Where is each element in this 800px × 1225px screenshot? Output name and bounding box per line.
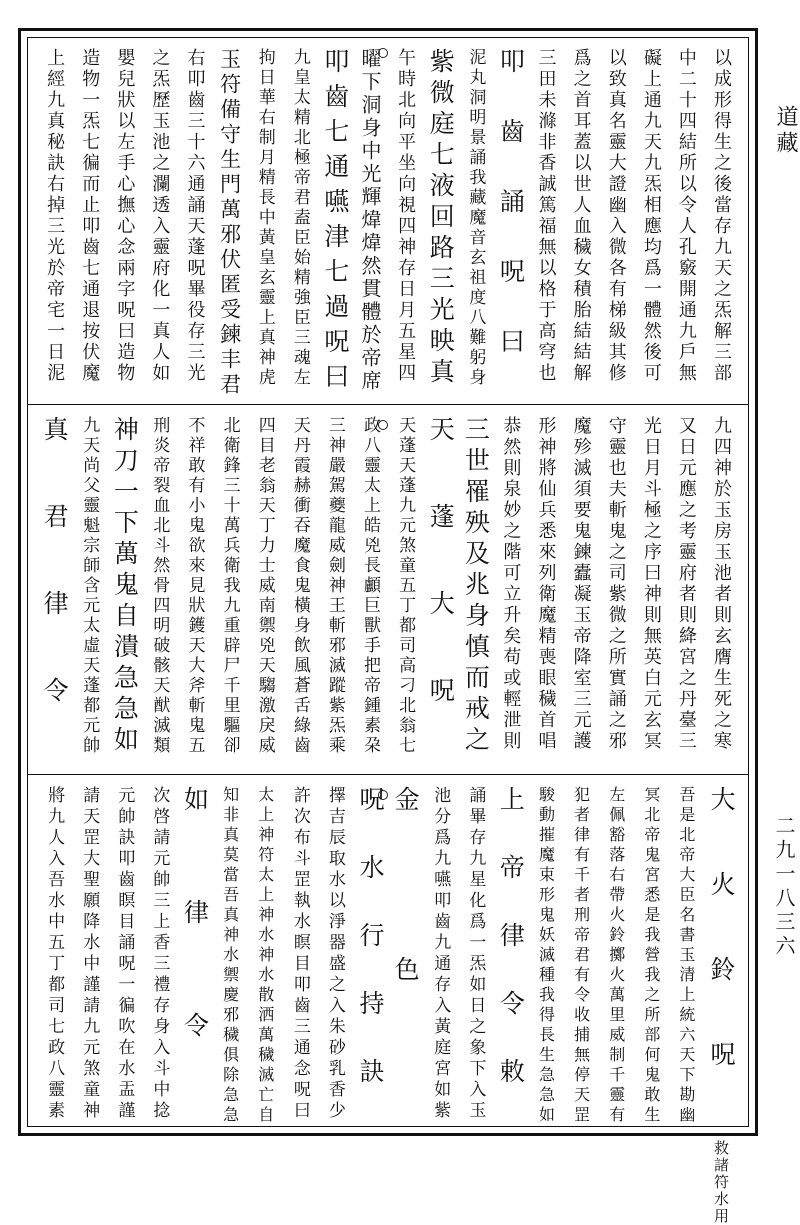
text-column: 金色 bbox=[391, 786, 421, 1126]
text-column: 大火鈴呪救諸符水用 bbox=[707, 786, 736, 1225]
text-column: 之炁歷玉池之瀾透入靈府化一真人如 bbox=[149, 48, 171, 384]
text-column: 天丹霞赫衝吞魔食鬼橫身飲風蒼舌綠齒 bbox=[289, 416, 310, 756]
text-column: 拘日華右制月精長中黃皇玄靈上真神虎 bbox=[254, 48, 275, 388]
text-column: 中二十四結所以令人孔竅開通九戶無 bbox=[675, 48, 697, 384]
ring-mark bbox=[378, 420, 388, 430]
text-column: 北衛鋒三十萬兵衛我九重辟尸千里驅卻 bbox=[219, 416, 240, 756]
text-column: 上經九真秘訣右掉三光於帝宅一日泥 bbox=[44, 48, 66, 384]
text-column: 爲之首耳蓋以世人血穢女積胎結結解 bbox=[570, 48, 592, 384]
text-column: 四目老翁天丁力士威南禦兇天騶激戾威 bbox=[254, 416, 275, 756]
text-column: 神刀一下萬鬼自潰急急如 bbox=[110, 416, 140, 757]
text-column: 又日元應之考靈府者則絳宮之丹臺三 bbox=[675, 416, 697, 752]
text-column: 形神將仙兵悉來列衛魔精喪眼穢首唱 bbox=[535, 416, 557, 752]
text-column: 九皇太精北極帝君盍臣始精強臣三魂左 bbox=[289, 48, 310, 388]
text-column: 誦畢存九星化爲一炁如日之象下入玉 bbox=[465, 786, 486, 1122]
column-annotation: 救諸符水用 bbox=[712, 1140, 730, 1225]
text-column: 呪水行持訣 bbox=[356, 786, 385, 1126]
text-column: 造物一炁七徧而止叩齒七通退按伏魔 bbox=[79, 48, 101, 384]
text-column: 叩齒七通嚥津七過呪曰 bbox=[320, 48, 350, 398]
text-column: 右叩齒三十六通誦天蓬呪畢役存三光 bbox=[184, 48, 206, 384]
ring-mark bbox=[378, 48, 388, 58]
text-column: 真君律令 bbox=[40, 416, 70, 764]
text-column: 池分爲九嚥叩齒九通存入黃庭宮如紫 bbox=[430, 786, 451, 1122]
text-column: 天蓬大呪 bbox=[426, 416, 456, 764]
text-column: 冥北帝鬼宮悉是我營我之所部何鬼敢生 bbox=[641, 786, 661, 1126]
text-column: 駿動摧魔束形鬼妖滅種我得長生急急如 bbox=[536, 786, 556, 1126]
band-divider-2 bbox=[28, 774, 748, 775]
text-column: 天蓬天蓬九元煞童五丁都司高刁北翁七 bbox=[395, 416, 416, 756]
text-column: 刑炎帝裂血北斗然骨四明破骸天猷滅類 bbox=[149, 416, 170, 756]
text-column: 光日月斗極之序曰神則無英白元玄冥 bbox=[640, 416, 662, 752]
text-column: 許次布斗罡執水瞑目叩齒三通念呪曰 bbox=[289, 786, 310, 1122]
text-column: 次啓請元帥三上香三禮存身入斗中捻 bbox=[149, 786, 170, 1122]
text-column: 犯者律有千者刑帝君有令收捕無停天罡 bbox=[571, 786, 591, 1126]
text-column: 恭然則泉妙之階可立升矣苟或輕泄則 bbox=[500, 416, 522, 752]
text-column: 紫微庭七液回路三光映真 bbox=[426, 48, 456, 389]
text-column: 叩齒誦呪曰 bbox=[496, 48, 526, 398]
text-column: 擇吉辰取水以淨器盛之入朱砂乳香少 bbox=[324, 786, 345, 1122]
ring-mark bbox=[378, 790, 388, 800]
text-area bbox=[27, 37, 749, 1225]
text-column: 魔殄滅須要鬼鍊蠹凝玉帝降室三元護 bbox=[570, 416, 592, 752]
text-column: 太上神符太上神水神水散洒萬穢滅亡自 bbox=[255, 786, 275, 1126]
text-column: 九四神於玉房玉池者則玄膺生死之寒 bbox=[711, 416, 732, 752]
text-column: 礙上通九天九炁相應均爲一體然後可 bbox=[640, 48, 662, 384]
text-column: 三神嚴駕夔龍威劍神王斬邪滅蹤紫炁乘 bbox=[324, 416, 345, 756]
text-column: 以成形得生之後當存九天之炁解三部 bbox=[711, 48, 732, 384]
text-column: 上帝律令敕 bbox=[496, 786, 526, 1126]
text-column: 泥丸洞明景誦我藏魔音玄祖度八難躬身 bbox=[465, 48, 486, 388]
margin-title: 道藏 bbox=[773, 105, 798, 157]
text-column: 如律令 bbox=[180, 786, 210, 1125]
text-column: 知非真莫當吾真神水禦慶邪穢俱除急急 bbox=[220, 786, 240, 1126]
text-column: 吾是北帝大臣名書玉清上統六天下勘幽 bbox=[676, 786, 696, 1126]
text-column: 守靈也夫斬鬼之司紫微之所實誦之邪 bbox=[605, 416, 627, 752]
text-column: 三田未滌非香誠篤福無以格于高穹也 bbox=[535, 48, 557, 384]
text-column: 元帥訣叩齒瞑目誦呪一徧吹在水盂謹 bbox=[114, 786, 135, 1122]
text-column: 以致真名靈大證幽入微各有梯級其修 bbox=[605, 48, 627, 384]
text-column: 三世罹殃及兆身慎而戒之 bbox=[461, 416, 491, 757]
text-column: 將九人入吾水中五丁都司七政八靈素 bbox=[44, 786, 65, 1122]
text-column: 政八靈太上皓兇長顱巨獸手把帝鍾素朶 bbox=[360, 416, 380, 756]
text-column: 九天尚父靈魁宗師含元太虛天蓬都元帥 bbox=[79, 416, 100, 756]
text-column: 玉符備守生門萬邪伏匿受鍊丰君 bbox=[217, 48, 242, 398]
page-number: 二九一八三六 bbox=[772, 815, 796, 959]
text-column: 請天罡大聖願降水中謹請九元煞童神 bbox=[79, 786, 100, 1122]
band-divider-1 bbox=[28, 404, 748, 405]
text-column: 曜下洞身中光輝煒煒然貫體於帝席 bbox=[358, 48, 382, 393]
page-frame bbox=[18, 28, 758, 1225]
text-column: 午時北向平坐向視四神存日月五星四 bbox=[395, 48, 417, 384]
text-column: 嬰兒狀以左手心撫心念兩字呪曰造物 bbox=[114, 48, 136, 384]
text-column: 左佩豁落右帶火鈴擲火萬里威制千靈有 bbox=[606, 786, 626, 1126]
text-column: 不祥敢有小鬼欲來見狀鑊天大斧斬鬼五 bbox=[184, 416, 205, 756]
